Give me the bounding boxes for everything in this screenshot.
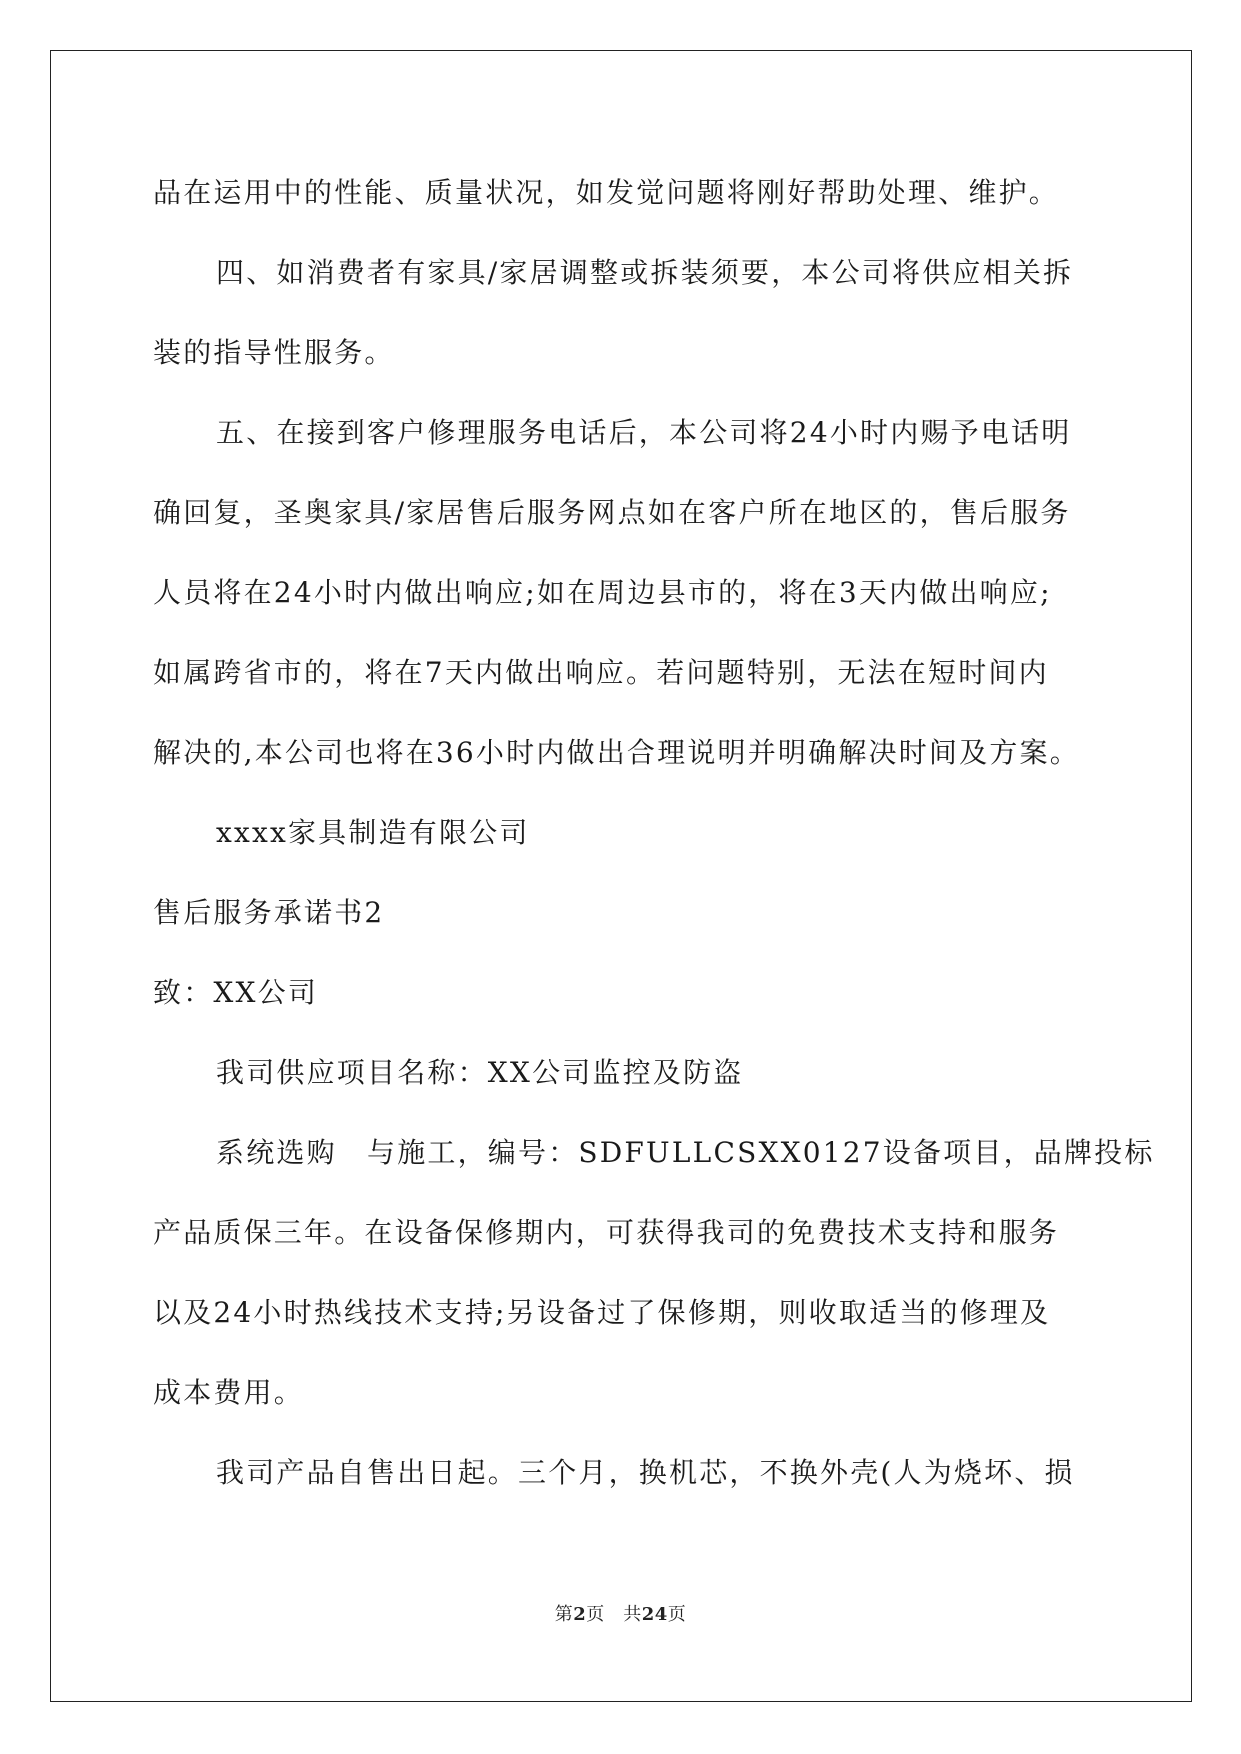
company-signature: xxxx家具制造有限公司 — [216, 816, 530, 849]
text-line-4: 五、在接到客户修理服务电话后，本公司将24小时内赐予电话明 — [216, 416, 1072, 449]
text-line-8: 解决的,本公司也将在36小时内做出合理说明并明确解决时间及方案。 — [153, 736, 1080, 769]
text-line-5: 确回复，圣奥家具/家居售后服务网点如在客户所在地区的，售后服务 — [153, 496, 1071, 529]
text-line-3: 装的指导性服务。 — [153, 336, 395, 369]
page-footer — [0, 1600, 1241, 1626]
text-line-15: 以及24小时热线技术支持;另设备过了保修期，则收取适当的修理及 — [153, 1296, 1051, 1329]
text-line-1: 品在运用中的性能、质量状况，如发觉问题将刚好帮助处理、维护。 — [153, 176, 1060, 209]
text-line-13: 系统选购 与施工，编号：SDFULLCSXX0127设备项目，品牌投标 — [216, 1136, 1155, 1169]
text-line-2: 四、如消费者有家具/家居调整或拆装须要，本公司将供应相关拆 — [216, 256, 1074, 289]
footer-total-pages: 24 — [641, 1604, 668, 1625]
text-line-17: 我司产品自售出日起。三个月，换机芯，不换外壳(人为烧坏、损 — [216, 1456, 1075, 1489]
text-line-7: 如属跨省市的，将在7天内做出响应。若问题特别，无法在短时间内 — [153, 656, 1049, 689]
footer-page-number: 2 — [573, 1604, 587, 1625]
text-line-16: 成本费用。 — [153, 1376, 305, 1409]
text-line-12: 我司供应项目名称：XX公司监控及防盗 — [216, 1056, 744, 1089]
footer-mid: 页 共 — [586, 1604, 642, 1625]
recipient-line: 致：XX公司 — [153, 976, 319, 1009]
text-line-6: 人员将在24小时内做出响应;如在周边县市的，将在3天内做出响应; — [153, 576, 1052, 609]
section-heading: 售后服务承诺书2 — [153, 896, 385, 929]
text-line-14: 产品质保三年。在设备保修期内，可获得我司的免费技术支持和服务 — [153, 1216, 1060, 1249]
footer-prefix: 第 — [554, 1604, 574, 1625]
footer-suffix: 页 — [667, 1604, 687, 1625]
